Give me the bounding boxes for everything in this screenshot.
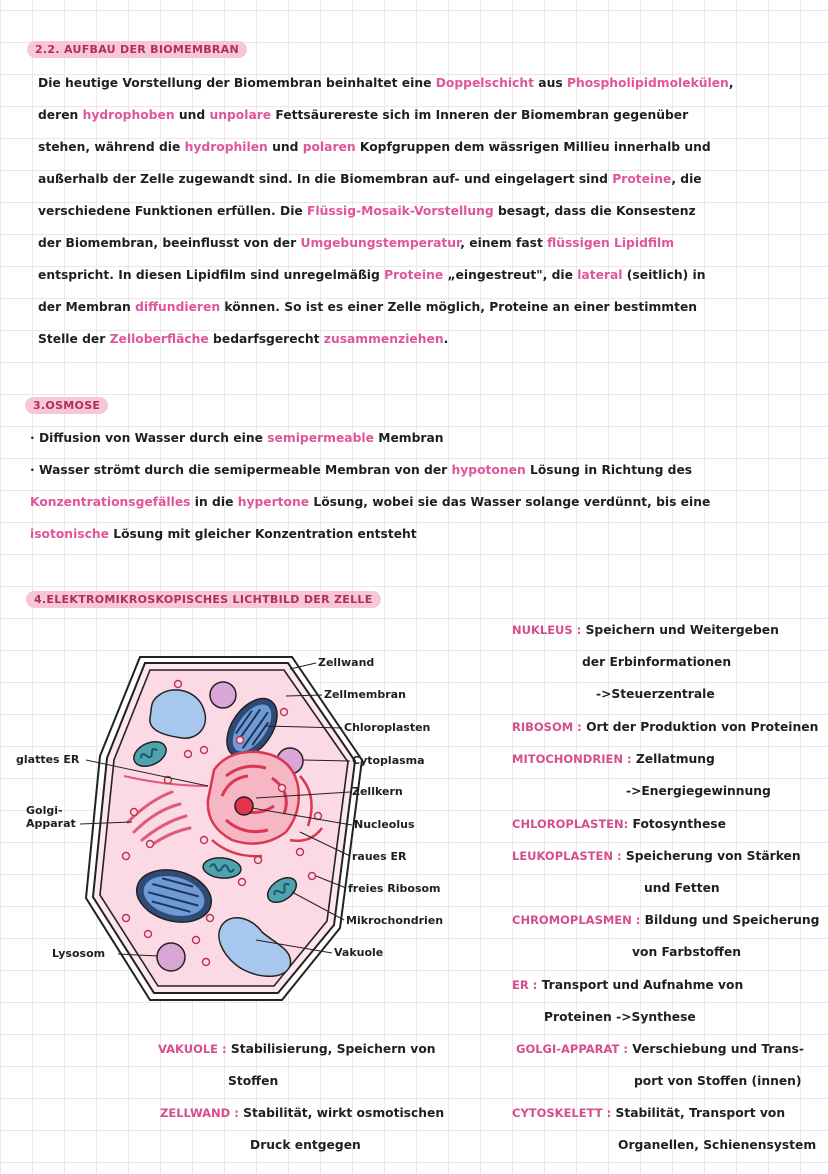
highlighted-term: hydrophoben	[82, 108, 175, 122]
highlighted-term: Konzentrationsgefälles	[30, 495, 191, 509]
highlighted-term: polaren	[302, 140, 356, 154]
def-zellwand: ZELLWAND : Stabilität, wirkt osmotischen	[160, 1106, 445, 1120]
def-chloroplasten: CHLOROPLASTEN: Fotosynthese	[512, 817, 726, 831]
def-er: ER : Transport und Aufnahme von	[512, 978, 744, 992]
label-mikrochondrien: Mikrochondrien	[346, 914, 444, 927]
text-segment: und	[174, 108, 210, 122]
text-segment: und	[267, 140, 303, 154]
label-raues-er: raues ER	[352, 850, 407, 863]
label-cytoplasma: Cytoplasma	[352, 754, 425, 767]
lysosome	[157, 943, 185, 971]
highlighted-term: lateral	[577, 268, 623, 282]
text-segment: Lösung mit gleicher Konzentration entsteht	[108, 527, 417, 541]
text-segment: , einem fast	[460, 236, 548, 250]
def-ribosom: RIBOSOM : Ort der Produktion von Proteinen	[512, 720, 819, 734]
biomembran-paragraph	[38, 67, 802, 355]
label-glattes-er: glattes ER	[16, 753, 80, 766]
osmose-line	[30, 486, 810, 518]
text-segment: verschiedene Funktionen erfüllen. Die	[38, 204, 308, 218]
biomembran-line	[38, 163, 802, 195]
text-segment: · Diffusion von Wasser durch eine	[30, 431, 268, 445]
text-segment: (seitlich) in	[622, 268, 706, 282]
text-segment: Kopfgruppen dem wässrigen Millieu innerhalb und	[355, 140, 711, 154]
text-segment: deren	[38, 108, 83, 122]
def-er-l2: Proteinen ->Synthese	[544, 1010, 696, 1024]
label-chloroplasten: Chloroplasten	[344, 721, 431, 734]
highlighted-term: Proteine	[384, 268, 444, 282]
highlighted-term: semipermeable	[267, 431, 374, 445]
def-nukleus-l3: ->Steuerzentrale	[596, 687, 715, 701]
section-heading-osmose: 3.OSMOSE	[25, 397, 108, 414]
text-segment: ,	[728, 76, 734, 90]
osmose-line	[30, 422, 810, 454]
text-segment: Die heutige Vorstellung der Biomembran beinhaltet eine	[38, 76, 436, 90]
section-heading-zelle: 4.ELEKTROMIKROSKOPISCHES LICHTBILD DER ZELLE	[26, 591, 381, 608]
section-heading-biomembran: 2.2. AUFBAU DER BIOMEMBRAN	[27, 41, 247, 58]
highlighted-term: hypertone	[237, 495, 310, 509]
label-zellwand: Zellwand	[318, 656, 375, 669]
def-nukleus: NUKLEUS : Speichern und Weitergeben	[512, 623, 779, 637]
def-cytoskelett-l2: Organellen, Schienensystem	[618, 1138, 817, 1152]
nucleolus	[235, 797, 253, 815]
text-segment: können. So ist es einer Zelle möglich, Proteine an einer bestimmten	[220, 300, 698, 314]
highlighted-term: Zelloberfläche	[109, 332, 209, 346]
highlighted-term: flüssigen Lipidfilm	[547, 236, 675, 250]
highlighted-term: Phospholipidmolekülen	[566, 76, 729, 90]
label-nucleolus: Nucleolus	[354, 818, 415, 831]
lysosome	[210, 682, 236, 708]
text-segment: Membran	[373, 431, 444, 445]
highlighted-term: Proteine	[612, 172, 672, 186]
biomembran-line	[38, 227, 802, 259]
def-cytoskelett: CYTOSKELETT : Stabilität, Transport von	[512, 1106, 786, 1120]
def-golgi-l2: port von Stoffen (innen)	[634, 1074, 802, 1088]
def-zellwand-l2: Druck entgegen	[250, 1138, 361, 1152]
biomembran-line	[38, 99, 802, 131]
def-vakuole: VAKUOLE : Stabilisierung, Speichern von	[158, 1042, 436, 1056]
def-nukleus-l2: der Erbinformationen	[582, 655, 732, 669]
def-chromoplasmen: CHROMOPLASMEN : Bildung und Speicherung	[512, 913, 820, 927]
highlighted-term: Umgebungstemperatur	[300, 236, 461, 250]
highlighted-term: isotonische	[30, 527, 109, 541]
text-segment: der Biomembran, beeinflusst von der	[38, 236, 301, 250]
text-segment: der Membran	[38, 300, 136, 314]
def-golgi: GOLGI-APPARAT : Verschiebung und Trans-	[516, 1042, 804, 1056]
text-segment: , die	[671, 172, 702, 186]
label-vakuole: Vakuole	[334, 946, 384, 959]
def-mitochondrien: MITOCHONDRIEN : Zellatmung	[512, 752, 715, 766]
biomembran-line	[38, 131, 802, 163]
biomembran-line	[38, 291, 802, 323]
text-segment: entspricht. In diesen Lipidfilm sind unregelmäßig	[38, 268, 385, 282]
def-leukoplasten: LEUKOPLASTEN : Speicherung von Stärken	[512, 849, 801, 863]
highlighted-term: diffundieren	[135, 300, 221, 314]
text-segment: Stelle der	[38, 332, 110, 346]
text-segment: in die	[190, 495, 238, 509]
biomembran-line	[38, 67, 802, 99]
highlighted-term: hypotonen	[451, 463, 526, 477]
highlighted-term: unpolare	[209, 108, 272, 122]
label-zellmembran: Zellmembran	[324, 688, 406, 701]
label-zellkern: Zellkern	[352, 785, 403, 798]
text-segment: Lösung, wobei sie das Wasser solange verdünnt, bis eine	[309, 495, 711, 509]
osmose-list	[30, 422, 810, 550]
text-segment: Fettsäurereste sich im Inneren der Biomembran gegenüber	[271, 108, 689, 122]
biomembran-line	[38, 323, 802, 355]
text-segment: bedarfsgerecht	[208, 332, 324, 346]
highlighted-term: Flüssig-Mosaik-Vorstellung	[307, 204, 494, 218]
def-leukoplasten-l2: und Fetten	[644, 881, 720, 895]
def-chromoplasmen-l2: von Farbstoffen	[632, 945, 742, 959]
label-freies-ribosom: freies Ribosom	[348, 882, 441, 895]
text-segment: besagt, dass die Konsestenz	[493, 204, 696, 218]
text-segment: .	[443, 332, 449, 346]
text-segment: stehen, während die	[38, 140, 185, 154]
osmose-line	[30, 454, 810, 486]
def-mitochondrien-l2: ->Energiegewinnung	[626, 784, 771, 798]
biomembran-line	[38, 195, 802, 227]
label-golgi: Golgi- Apparat	[26, 804, 76, 830]
highlighted-term: hydrophilen	[184, 140, 268, 154]
def-vakuole-l2: Stoffen	[228, 1074, 279, 1088]
text-segment: Lösung in Richtung des	[525, 463, 693, 477]
text-segment: „eingestreut", die	[443, 268, 578, 282]
highlighted-term: zusammenziehen	[323, 332, 444, 346]
label-lysosom: Lysosom	[52, 947, 106, 960]
highlighted-term: Doppelschicht	[435, 76, 535, 90]
text-segment: außerhalb der Zelle zugewandt sind. In die Biomembran auf- und eingelagert sind	[38, 172, 613, 186]
text-segment: aus	[534, 76, 567, 90]
text-segment: · Wasser strömt durch die semipermeable Membran von der	[30, 463, 452, 477]
biomembran-line	[38, 259, 802, 291]
osmose-line	[30, 518, 810, 550]
